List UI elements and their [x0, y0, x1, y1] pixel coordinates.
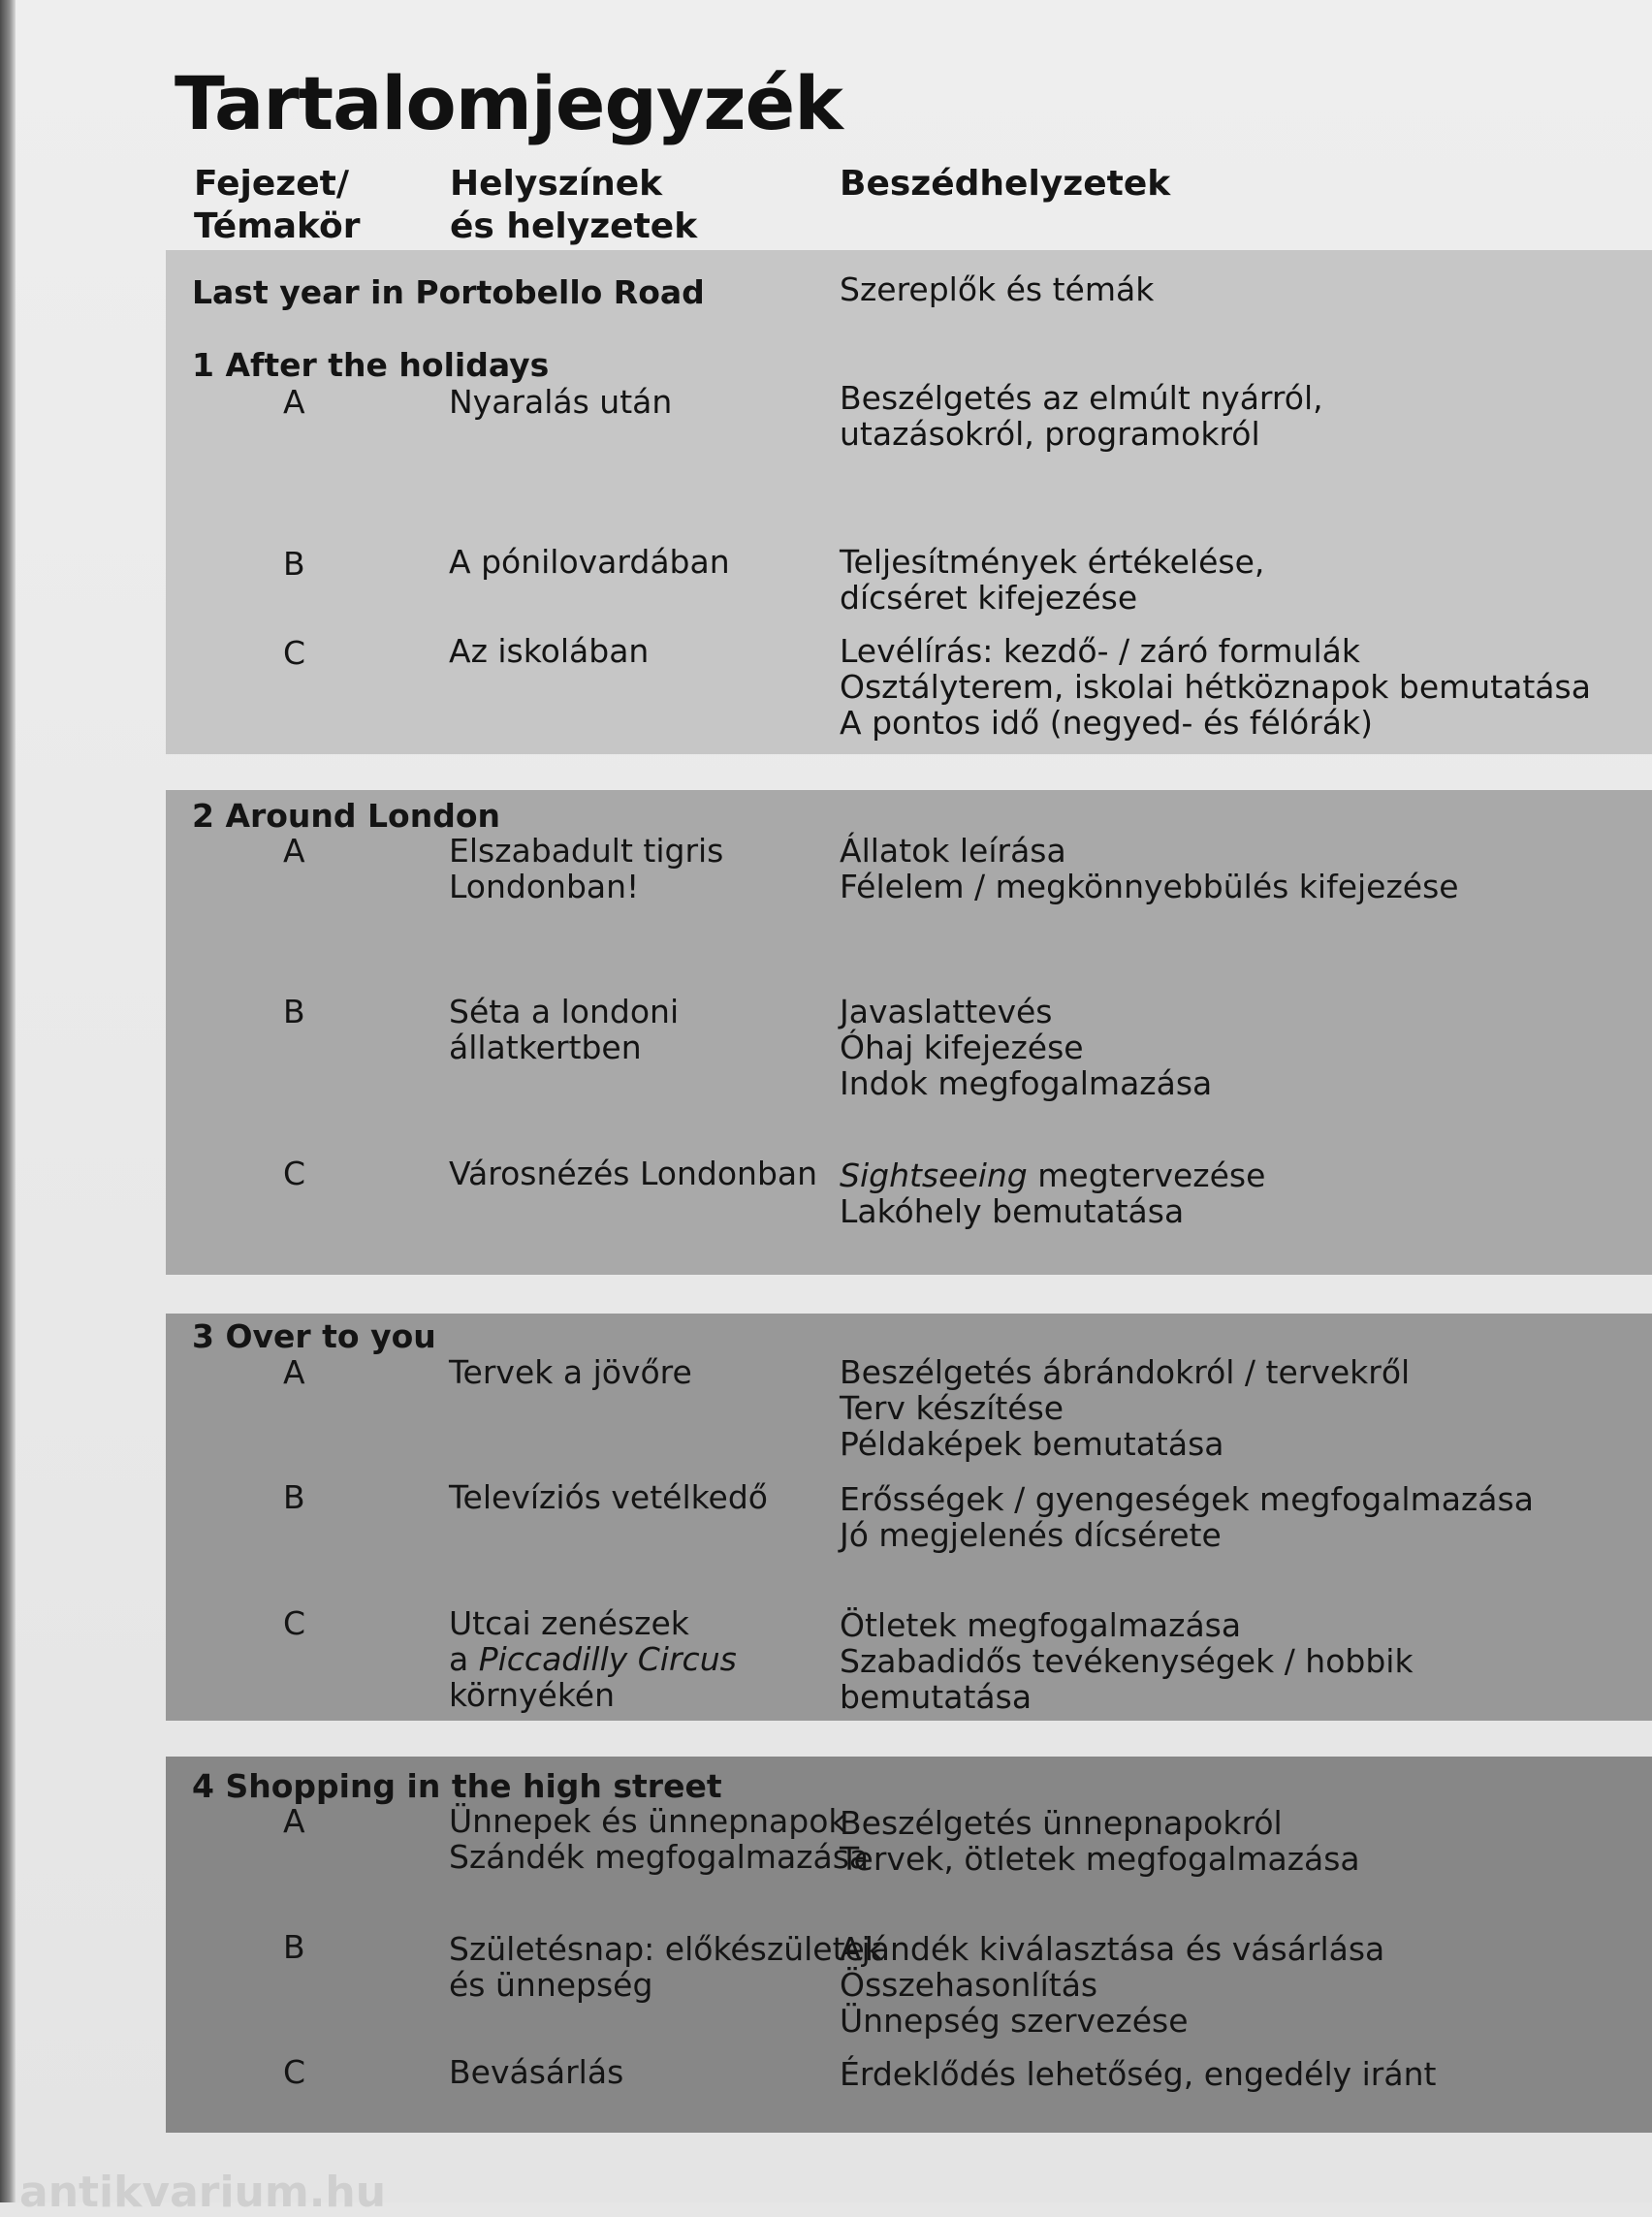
watermark: antikvarium.hu	[19, 2168, 387, 2217]
chapter-3-unit-a-place: Tervek a jövőre	[449, 1353, 692, 1391]
chapter-1-unit-b-letter: B	[283, 545, 305, 583]
chapter-3-unit-b-speech: Erősségek / gyengeségek megfogalmazása Jó megjelenés dícsérete	[840, 1480, 1534, 1554]
chapter-1-unit-a-speech: Beszélgetés az elmúlt nyárról, utazásokról, programokról	[840, 379, 1323, 453]
chapter-2-unit-b-speech: Javaslattevés Óhaj kifejezése Indok megfogalmazása	[840, 993, 1213, 1102]
chapter-2-unit-c-place: Városnézés Londonban	[449, 1155, 818, 1192]
chapter-4-unit-a-letter: A	[283, 1802, 305, 1840]
chapter-3-unit-c-speech: Ötletek megfogalmazása Szabadidős tevékenységek / hobbik bemutatása	[840, 1606, 1414, 1716]
chapter-4-unit-a-speech: Beszélgetés ünnepnapokról Tervek, ötletek megfogalmazása	[840, 1804, 1360, 1878]
chapter-2-title: 2 Around London	[192, 797, 501, 835]
column-header-speech: Beszédhelyzetek	[840, 164, 1171, 204]
chapter-4-unit-b-letter: B	[283, 1928, 305, 1966]
chapter-4-unit-b-place: Születésnap: előkészületek és ünnepség	[449, 1930, 883, 2004]
chapter-2-unit-c-speech	[840, 1157, 1265, 1229]
chapter-1-title: 1 After the holidays	[192, 346, 550, 384]
chapter-3-unit-a-letter: A	[283, 1353, 305, 1391]
chapter-1-unit-a-place: Nyaralás után	[449, 383, 673, 421]
chapter-2-unit-a-letter: A	[283, 832, 305, 870]
chapter-4-unit-c-speech: Érdeklődés lehetőség, engedély iránt	[840, 2055, 1437, 2093]
chapter-4-unit-c-letter: C	[283, 2053, 306, 2091]
chapter-4-title: 4 Shopping in the high street	[192, 1767, 722, 1805]
chapter-2-unit-c-letter: C	[283, 1155, 306, 1192]
chapter-2-unit-a-speech: Állatok leírása Félelem / megkönnyebbülés kifejezése	[840, 832, 1459, 905]
place-part-2: környékén	[449, 1676, 616, 1714]
chapter-4-unit-c-place: Bevásárlás	[449, 2053, 624, 2091]
chapter-3-title: 3 Over to you	[192, 1317, 436, 1355]
chapter-1-unit-b-speech: Teljesítmények értékelése, dícséret kifejezése	[840, 543, 1265, 617]
intro-title: Last year in Portobello Road	[192, 273, 705, 311]
book-spine-edge	[0, 0, 16, 2202]
chapter-4-unit-a-place: Ünnepek és ünnepnapok Szándék megfogalmazása	[449, 1802, 870, 1876]
place-part-1: Utcai zenészek a	[449, 1604, 689, 1678]
chapter-2-unit-a-place: Elszabadult tigris Londonban!	[449, 832, 724, 905]
chapter-4-unit-b-speech: Ajándék kiválasztása és vásárlása Összehasonlítás Ünnepség szervezése	[840, 1930, 1385, 2040]
speech-rest: megtervezése Lakóhely bemutatása	[840, 1156, 1266, 1230]
chapter-1-unit-c-letter: C	[283, 634, 306, 672]
chapter-3-unit-c-place	[449, 1605, 737, 1713]
chapter-3-unit-c-letter: C	[283, 1604, 306, 1642]
chapter-1-unit-c-place: Az iskolában	[449, 632, 650, 670]
chapter-1-unit-b-place: A pónilovardában	[449, 543, 730, 581]
chapter-2-unit-b-letter: B	[283, 993, 305, 1030]
chapter-3-unit-b-place: Televíziós vetélkedő	[449, 1478, 769, 1516]
place-italic-piccadilly: Piccadilly Circus	[478, 1640, 737, 1678]
column-header-places: Helyszínek és helyzetek	[450, 164, 698, 246]
chapter-3-unit-a-speech: Beszélgetés ábrándokról / tervekről Terv készítése Példaképek bemutatása	[840, 1353, 1411, 1463]
chapter-1-unit-a-letter: A	[283, 383, 305, 421]
chapter-1-unit-c-speech: Levélírás: kezdő- / záró formulák Osztályterem, iskolai hétköznapok bemutatása A pontos idő (negyed- és félórák)	[840, 632, 1591, 742]
intro-speech: Szereplők és témák	[840, 270, 1155, 308]
speech-italic-sightseeing: Sightseeing	[840, 1156, 1028, 1194]
column-header-chapter: Fejezet/ Témakör	[194, 164, 361, 246]
chapter-3-unit-b-letter: B	[283, 1478, 305, 1516]
page-title: Tartalomjegyzék	[175, 60, 842, 146]
chapter-2-unit-b-place: Séta a londoni állatkertben	[449, 993, 680, 1066]
